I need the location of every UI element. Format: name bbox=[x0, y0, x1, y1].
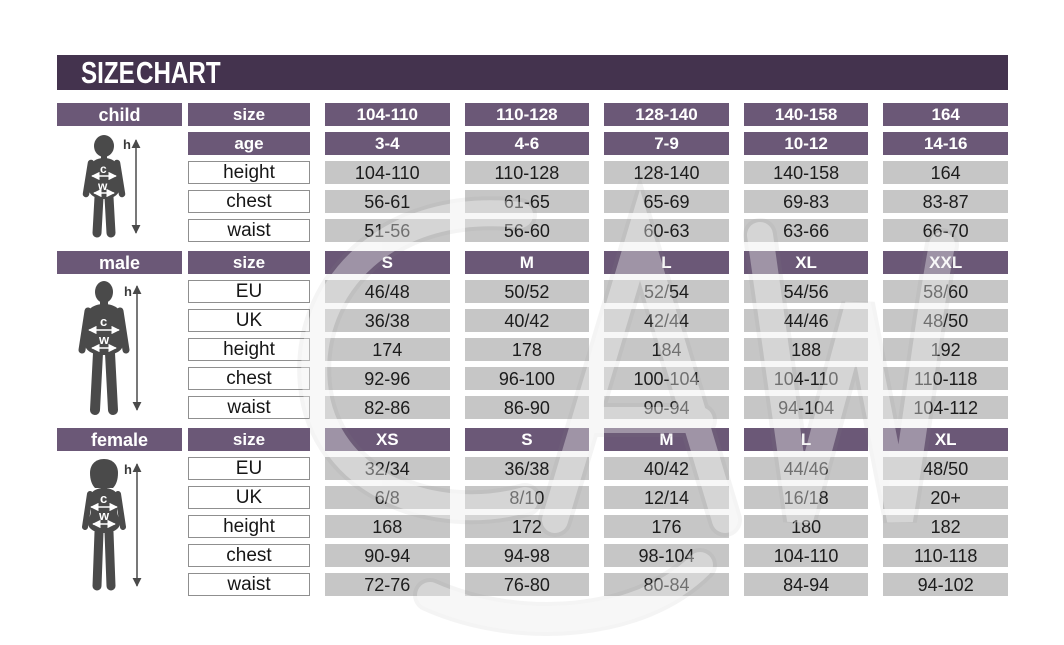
data-cell: 4-6 bbox=[465, 132, 590, 155]
row-label-cell: EU bbox=[188, 280, 310, 303]
row-label-cell: UK bbox=[188, 486, 310, 509]
row-label-cell: waist bbox=[188, 396, 310, 419]
data-cell: 104-112 bbox=[883, 396, 1008, 419]
data-cell: 176 bbox=[604, 515, 729, 538]
section-female bbox=[57, 428, 1008, 596]
data-cell: 80-84 bbox=[604, 573, 729, 596]
col-header-cell: 140-158 bbox=[744, 103, 869, 126]
data-cell: 56-61 bbox=[325, 190, 450, 213]
data-cell: 46/48 bbox=[325, 280, 450, 303]
height-arrow-label: h bbox=[124, 462, 132, 477]
data-cell: 61-65 bbox=[465, 190, 590, 213]
data-cell: 56-60 bbox=[465, 219, 590, 242]
row-label-cell: size bbox=[188, 103, 310, 126]
data-cell: 92-96 bbox=[325, 367, 450, 390]
data-cell: 84-94 bbox=[744, 573, 869, 596]
row-label-cell: height bbox=[188, 161, 310, 184]
data-cell: 100-104 bbox=[604, 367, 729, 390]
child-table bbox=[188, 103, 1008, 242]
data-cell: 65-69 bbox=[604, 190, 729, 213]
data-cell: 54/56 bbox=[744, 280, 869, 303]
child-figure bbox=[57, 132, 182, 242]
section-label-male: male bbox=[57, 251, 182, 274]
data-cell: 16/18 bbox=[744, 486, 869, 509]
data-cell: 72-76 bbox=[325, 573, 450, 596]
height-arrow-label: h bbox=[123, 137, 131, 152]
data-cell: 94-104 bbox=[744, 396, 869, 419]
row-label-cell: size bbox=[188, 428, 310, 451]
row-label-cell: UK bbox=[188, 309, 310, 332]
data-cell: 182 bbox=[883, 515, 1008, 538]
data-cell: 188 bbox=[744, 338, 869, 361]
col-header-cell: 110-128 bbox=[465, 103, 590, 126]
data-cell: 58/60 bbox=[883, 280, 1008, 303]
section-child bbox=[57, 103, 1008, 242]
row-label-cell: height bbox=[188, 338, 310, 361]
data-cell: 66-70 bbox=[883, 219, 1008, 242]
col-header-cell: L bbox=[744, 428, 869, 451]
male-figure bbox=[57, 280, 182, 419]
row-label-cell: size bbox=[188, 251, 310, 274]
data-cell: 32/34 bbox=[325, 457, 450, 480]
data-cell: 96-100 bbox=[465, 367, 590, 390]
row-label-cell: chest bbox=[188, 367, 310, 390]
height-arrow-label: h bbox=[124, 284, 132, 299]
data-cell: 94-98 bbox=[465, 544, 590, 567]
data-cell: 90-94 bbox=[325, 544, 450, 567]
data-cell: 110-118 bbox=[883, 544, 1008, 567]
data-cell: 76-80 bbox=[465, 573, 590, 596]
data-cell: 42/44 bbox=[604, 309, 729, 332]
data-cell: 14-16 bbox=[883, 132, 1008, 155]
child-silhouette-icon bbox=[57, 132, 182, 242]
col-header-cell: 104-110 bbox=[325, 103, 450, 126]
row-label-cell: waist bbox=[188, 573, 310, 596]
data-cell: 83-87 bbox=[883, 190, 1008, 213]
data-cell: 164 bbox=[883, 161, 1008, 184]
data-cell: 48/50 bbox=[883, 457, 1008, 480]
data-cell: 12/14 bbox=[604, 486, 729, 509]
row-label-cell: height bbox=[188, 515, 310, 538]
data-cell: 82-86 bbox=[325, 396, 450, 419]
data-cell: 168 bbox=[325, 515, 450, 538]
female-table bbox=[188, 428, 1008, 596]
col-header-cell: XS bbox=[325, 428, 450, 451]
row-label-cell: chest bbox=[188, 190, 310, 213]
data-cell: 48/50 bbox=[883, 309, 1008, 332]
col-header-cell: M bbox=[465, 251, 590, 274]
data-cell: 36/38 bbox=[465, 457, 590, 480]
data-cell: 110-118 bbox=[883, 367, 1008, 390]
data-cell: 36/38 bbox=[325, 309, 450, 332]
data-cell: 69-83 bbox=[744, 190, 869, 213]
data-cell: 110-128 bbox=[465, 161, 590, 184]
female-label-column bbox=[57, 428, 182, 596]
data-cell: 44/46 bbox=[744, 457, 869, 480]
col-header-cell: 164 bbox=[883, 103, 1008, 126]
female-figure bbox=[57, 457, 182, 596]
data-cell: 3-4 bbox=[325, 132, 450, 155]
male-label-column bbox=[57, 251, 182, 419]
data-cell: 172 bbox=[465, 515, 590, 538]
col-header-cell: XL bbox=[883, 428, 1008, 451]
data-cell: 63-66 bbox=[744, 219, 869, 242]
data-cell: 104-110 bbox=[744, 544, 869, 567]
chest-arrow-label: c bbox=[100, 314, 108, 329]
data-cell: 10-12 bbox=[744, 132, 869, 155]
section-male bbox=[57, 251, 1008, 419]
data-cell: 6/8 bbox=[325, 486, 450, 509]
row-label-cell: EU bbox=[188, 457, 310, 480]
col-header-cell: S bbox=[465, 428, 590, 451]
data-cell: 20+ bbox=[883, 486, 1008, 509]
data-cell: 51-56 bbox=[325, 219, 450, 242]
data-cell: 40/42 bbox=[604, 457, 729, 480]
data-cell: 94-102 bbox=[883, 573, 1008, 596]
child-label-column bbox=[57, 103, 182, 242]
data-cell: 192 bbox=[883, 338, 1008, 361]
chest-arrow-label: c bbox=[100, 162, 107, 176]
col-header-cell: M bbox=[604, 428, 729, 451]
row-label-cell: waist bbox=[188, 219, 310, 242]
waist-arrow-label: w bbox=[98, 179, 108, 193]
page-title: SIZE CHART bbox=[81, 54, 221, 90]
data-cell: 44/46 bbox=[744, 309, 869, 332]
data-cell: 178 bbox=[465, 338, 590, 361]
col-header-cell: 128-140 bbox=[604, 103, 729, 126]
data-cell: 50/52 bbox=[465, 280, 590, 303]
title-bar bbox=[57, 55, 1008, 90]
male-table bbox=[188, 251, 1008, 419]
section-label-child: child bbox=[57, 103, 182, 126]
data-cell: 128-140 bbox=[604, 161, 729, 184]
data-cell: 140-158 bbox=[744, 161, 869, 184]
data-cell: 86-90 bbox=[465, 396, 590, 419]
data-cell: 7-9 bbox=[604, 132, 729, 155]
data-cell: 52/54 bbox=[604, 280, 729, 303]
row-label-cell: chest bbox=[188, 544, 310, 567]
waist-arrow-label: w bbox=[99, 508, 110, 523]
row-label-cell: age bbox=[188, 132, 310, 155]
waist-arrow-label: w bbox=[99, 332, 110, 347]
data-cell: 180 bbox=[744, 515, 869, 538]
data-cell: 174 bbox=[325, 338, 450, 361]
col-header-cell: XL bbox=[744, 251, 869, 274]
data-cell: 98-104 bbox=[604, 544, 729, 567]
chest-arrow-label: c bbox=[100, 491, 108, 506]
data-cell: 104-110 bbox=[744, 367, 869, 390]
col-header-cell: S bbox=[325, 251, 450, 274]
col-header-cell: L bbox=[604, 251, 729, 274]
data-cell: 8/10 bbox=[465, 486, 590, 509]
data-cell: 104-110 bbox=[325, 161, 450, 184]
col-header-cell: XXL bbox=[883, 251, 1008, 274]
female-silhouette-icon bbox=[57, 457, 182, 596]
male-silhouette-icon bbox=[57, 280, 182, 419]
data-cell: 40/42 bbox=[465, 309, 590, 332]
data-cell: 60-63 bbox=[604, 219, 729, 242]
data-cell: 90-94 bbox=[604, 396, 729, 419]
section-label-female: female bbox=[57, 428, 182, 451]
data-cell: 184 bbox=[604, 338, 729, 361]
